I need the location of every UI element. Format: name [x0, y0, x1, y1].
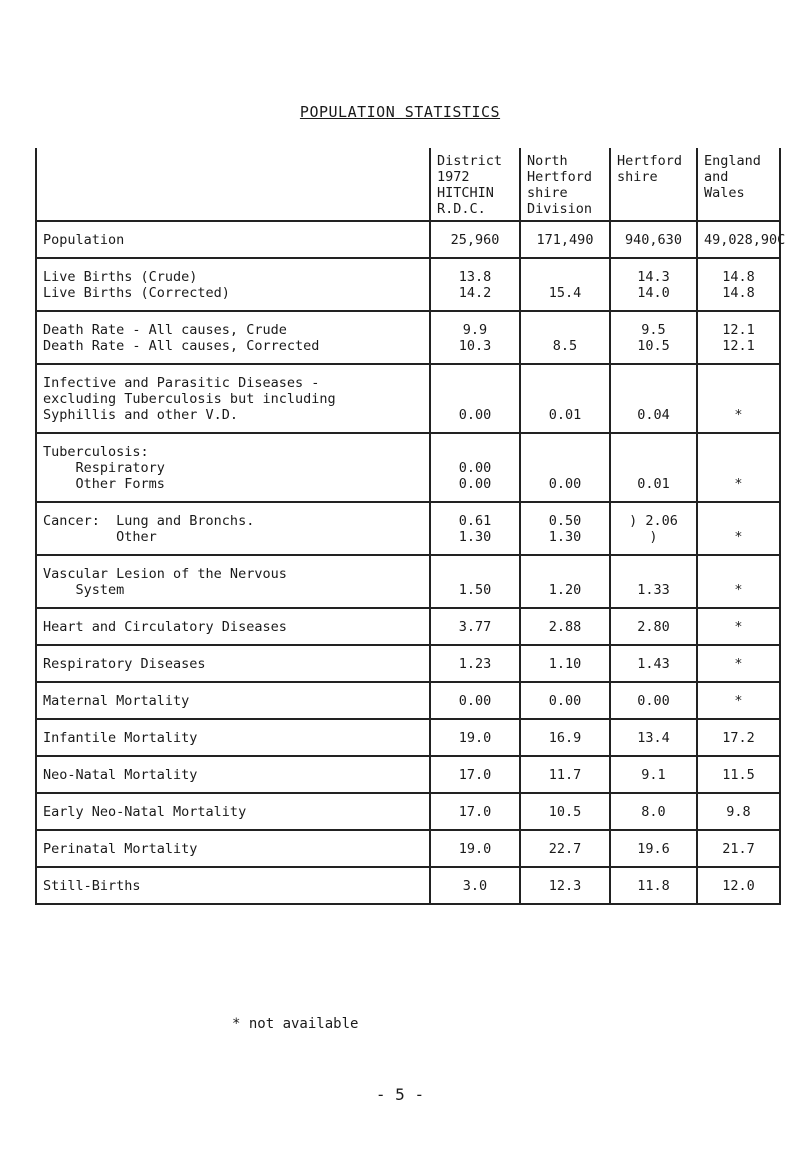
england-wales-value: * [697, 555, 780, 608]
herts-value: 9.5 10.5 [610, 311, 697, 364]
england-wales-value: * [697, 682, 780, 719]
row-label: Neo-Natal Mortality [36, 756, 430, 793]
north-herts-value: 0.00 [520, 433, 610, 502]
row-label: Infantile Mortality [36, 719, 430, 756]
district-value: 0.00 0.00 [430, 433, 520, 502]
table-row [36, 682, 780, 719]
north-herts-value: 0.50 1.30 [520, 502, 610, 555]
table-row [36, 867, 780, 904]
statistics-table [35, 148, 786, 905]
england-wales-value: 11.5 [697, 756, 780, 793]
north-herts-value: 15.4 [520, 258, 610, 311]
header-hertfordshire: Hertford shire [610, 148, 697, 221]
north-herts-value: 8.5 [520, 311, 610, 364]
table-row [36, 793, 780, 830]
page-number: - 5 - [375, 1085, 425, 1104]
england-wales-value: * [697, 608, 780, 645]
row-label: Heart and Circulatory Diseases [36, 608, 430, 645]
england-wales-value: * [697, 502, 780, 555]
herts-value: 13.4 [610, 719, 697, 756]
herts-value: 0.01 [610, 433, 697, 502]
table-row [36, 364, 780, 433]
north-herts-value: 22.7 [520, 830, 610, 867]
england-wales-value: * [697, 645, 780, 682]
north-herts-value: 11.7 [520, 756, 610, 793]
table-row [36, 311, 780, 364]
table-row [36, 608, 780, 645]
row-label: Cancer: Lung and Bronchs. Other [36, 502, 430, 555]
district-value: 19.0 [430, 830, 520, 867]
north-herts-value: 0.01 [520, 364, 610, 433]
england-wales-value: 12.1 12.1 [697, 311, 780, 364]
district-value: 0.00 [430, 364, 520, 433]
herts-value: 940,630 [610, 221, 697, 258]
herts-value: 9.1 [610, 756, 697, 793]
header-england-wales: England and Wales [697, 148, 780, 221]
row-label: Tuberculosis: Respiratory Other Forms [36, 433, 430, 502]
table-row [36, 719, 780, 756]
table-row [36, 756, 780, 793]
row-label: Death Rate - All causes, Crude Death Rate - All causes, Corrected [36, 311, 430, 364]
page-title: POPULATION STATISTICS [299, 103, 501, 121]
row-label: Early Neo-Natal Mortality [36, 793, 430, 830]
herts-value: 1.43 [610, 645, 697, 682]
england-wales-value: 17.2 [697, 719, 780, 756]
district-value: 9.9 10.3 [430, 311, 520, 364]
herts-value: 8.0 [610, 793, 697, 830]
district-value: 1.50 [430, 555, 520, 608]
herts-value: 0.00 [610, 682, 697, 719]
herts-value: ) 2.06 ) [610, 502, 697, 555]
herts-value: 11.8 [610, 867, 697, 904]
england-wales-value: 12.0 [697, 867, 780, 904]
herts-value: 0.04 [610, 364, 697, 433]
table-row [36, 645, 780, 682]
england-wales-value: 14.8 14.8 [697, 258, 780, 311]
row-label: Still-Births [36, 867, 430, 904]
header-district: District 1972 HITCHIN R.D.C. [430, 148, 520, 221]
row-label: Respiratory Diseases [36, 645, 430, 682]
herts-value: 14.3 14.0 [610, 258, 697, 311]
row-label: Maternal Mortality [36, 682, 430, 719]
district-value: 3.77 [430, 608, 520, 645]
england-wales-value: 9.8 [697, 793, 780, 830]
table-row [36, 502, 780, 555]
row-label: Perinatal Mortality [36, 830, 430, 867]
footnote: * not available [232, 1016, 359, 1032]
england-wales-value: 49,028,90C [697, 221, 780, 258]
district-value: 1.23 [430, 645, 520, 682]
header-north-hertfordshire: North Hertford shire Division [520, 148, 610, 221]
north-herts-value: 171,490 [520, 221, 610, 258]
table-row [36, 221, 780, 258]
north-herts-value: 12.3 [520, 867, 610, 904]
herts-value: 2.80 [610, 608, 697, 645]
north-herts-value: 16.9 [520, 719, 610, 756]
header-area [36, 148, 430, 221]
table-row [36, 258, 780, 311]
district-value: 17.0 [430, 793, 520, 830]
row-label: Population [36, 221, 430, 258]
north-herts-value: 0.00 [520, 682, 610, 719]
table-row [36, 555, 780, 608]
england-wales-value: * [697, 364, 780, 433]
row-label: Vascular Lesion of the Nervous System [36, 555, 430, 608]
district-value: 17.0 [430, 756, 520, 793]
herts-value: 19.6 [610, 830, 697, 867]
england-wales-value: 21.7 [697, 830, 780, 867]
district-value: 19.0 [430, 719, 520, 756]
herts-value: 1.33 [610, 555, 697, 608]
north-herts-value: 10.5 [520, 793, 610, 830]
table-header-row [36, 148, 780, 221]
district-value: 13.8 14.2 [430, 258, 520, 311]
row-label: Infective and Parasitic Diseases - excluding Tuberculosis but including Syphillis and other V.D. [36, 364, 430, 433]
north-herts-value: 2.88 [520, 608, 610, 645]
north-herts-value: 1.10 [520, 645, 610, 682]
row-label: Live Births (Crude) Live Births (Corrected) [36, 258, 430, 311]
table-row [36, 433, 780, 502]
district-value: 0.00 [430, 682, 520, 719]
england-wales-value: * [697, 433, 780, 502]
district-value: 0.61 1.30 [430, 502, 520, 555]
district-value: 3.0 [430, 867, 520, 904]
table-row [36, 830, 780, 867]
north-herts-value: 1.20 [520, 555, 610, 608]
district-value: 25,960 [430, 221, 520, 258]
